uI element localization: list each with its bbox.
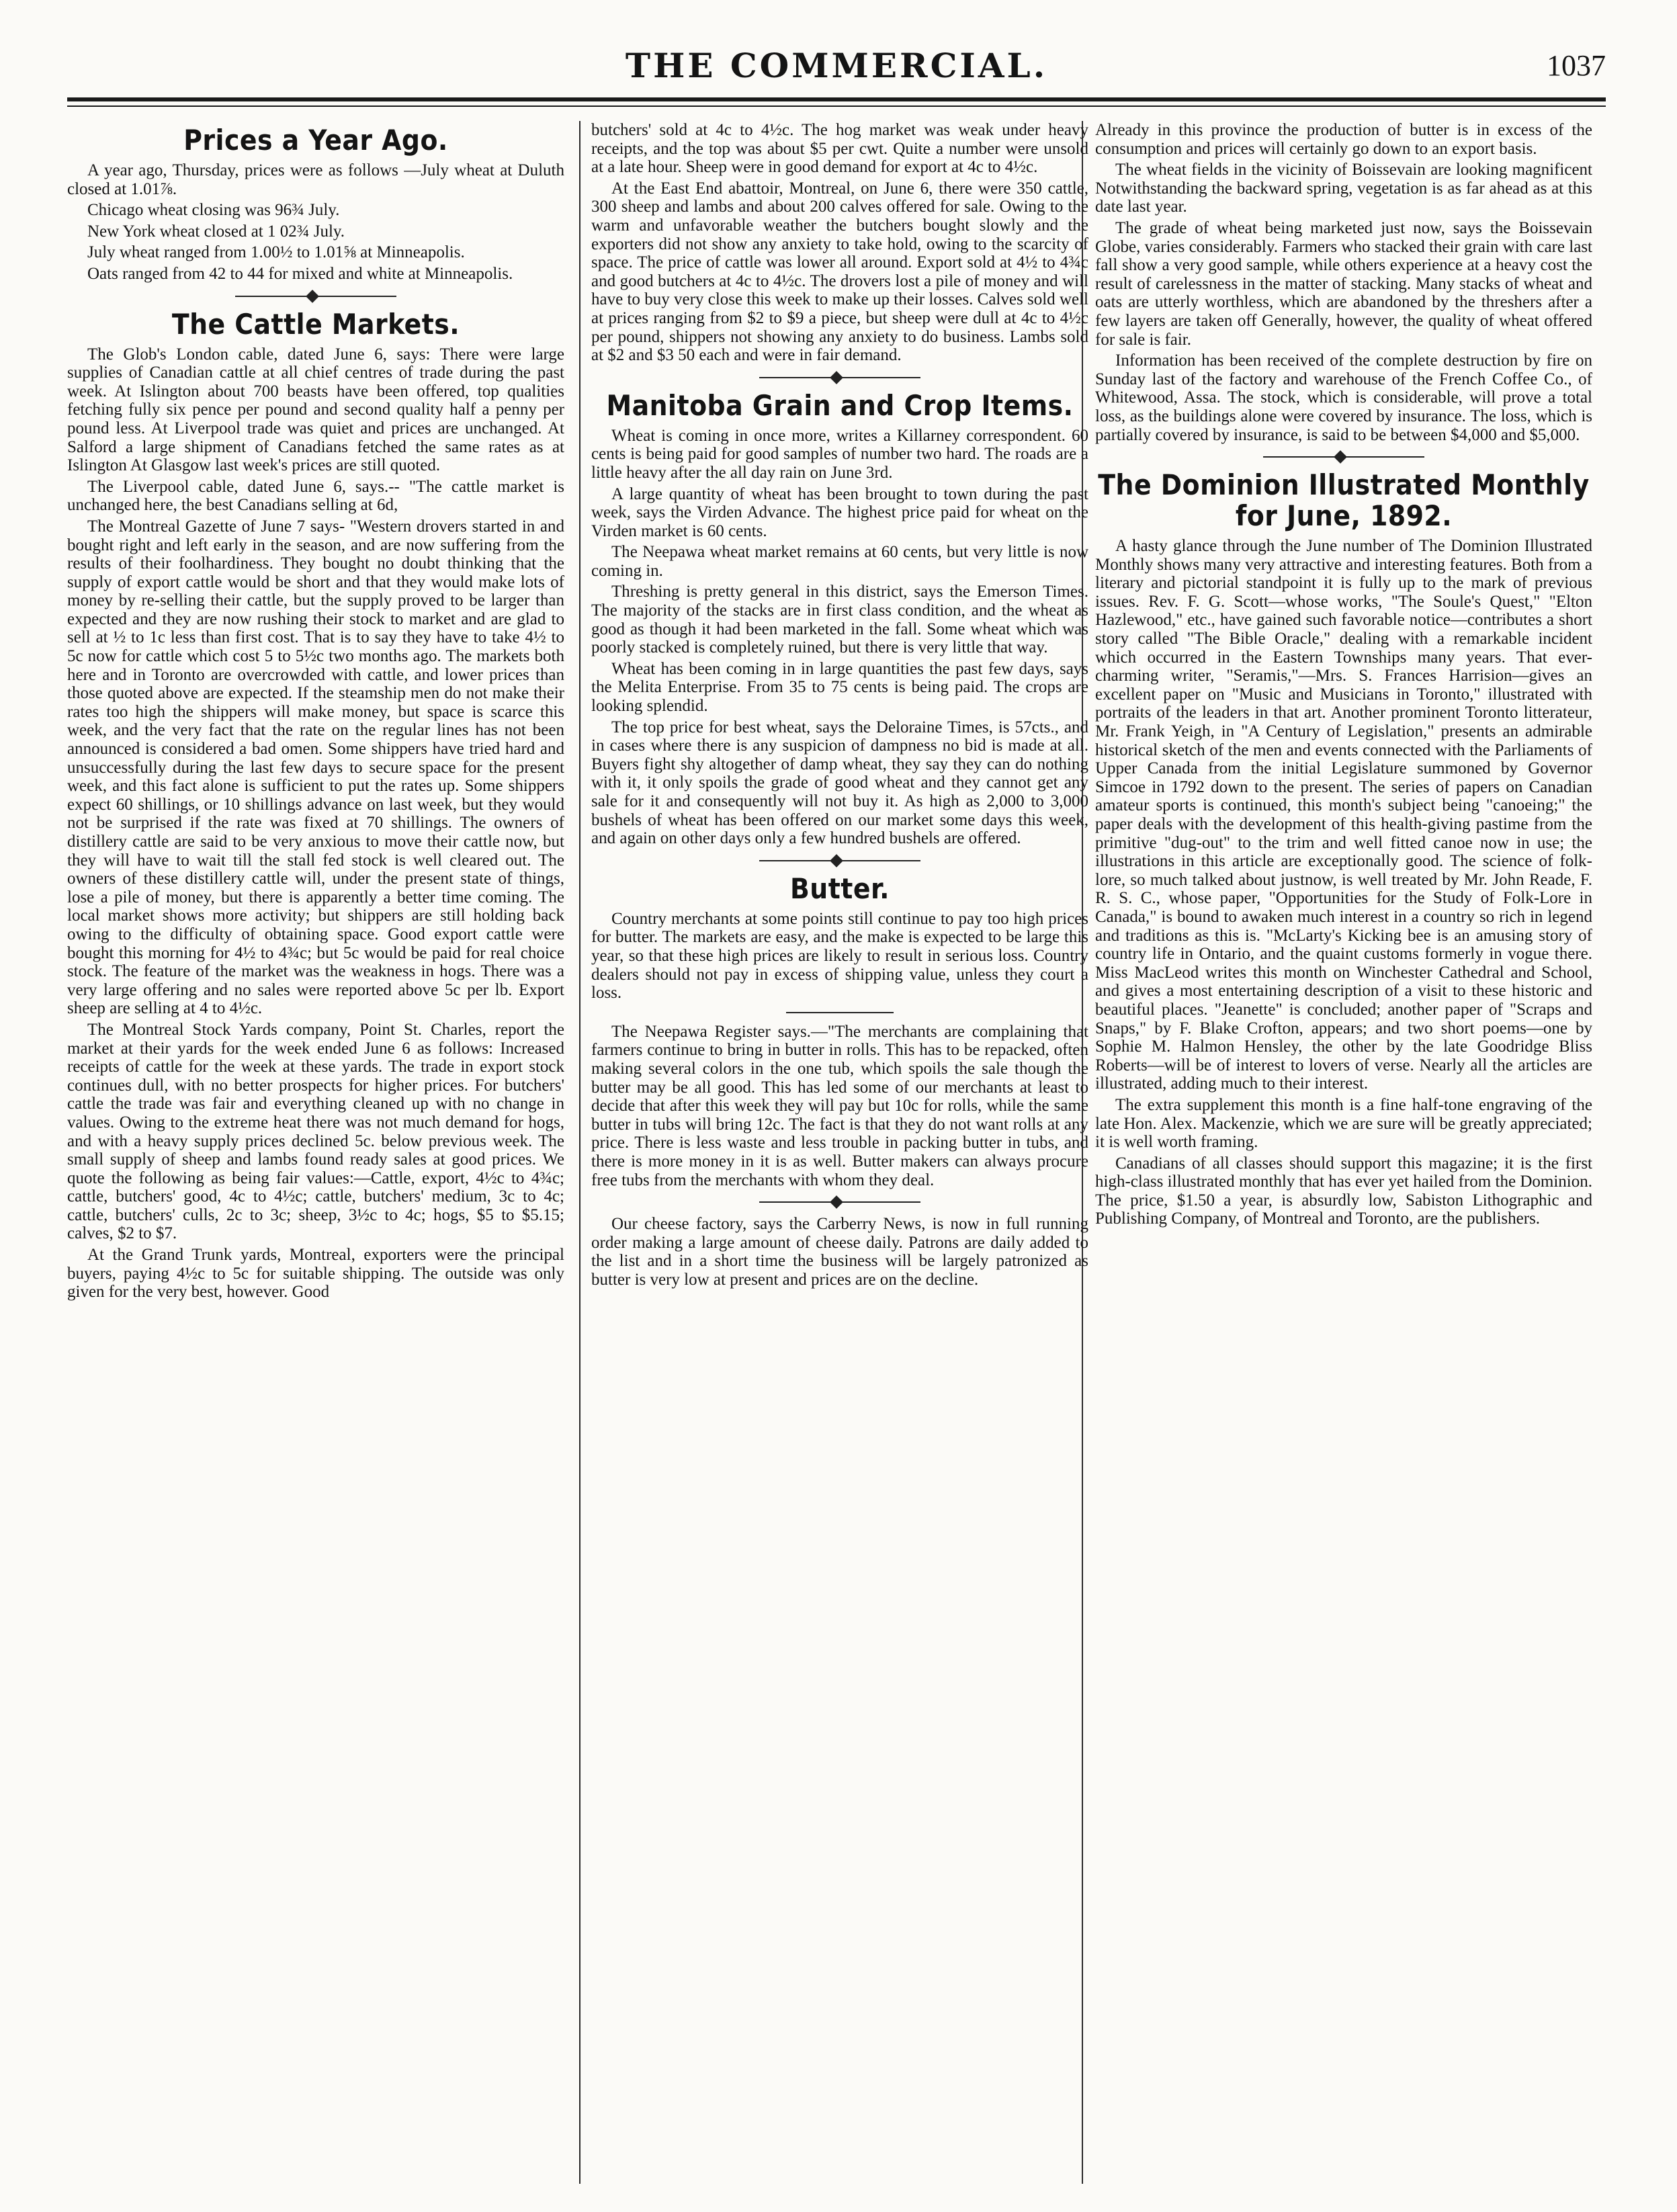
section-ornament — [759, 370, 920, 385]
column-2 — [591, 121, 1088, 2190]
paragraph: Country merchants at some points still continue to pay too high prices for butter. The markets are easy, and the make is expected to be large this year, so that these high prices are likely to result in serious loss. Country dealers should not pay in excess of shipping value, unless they court a loss. — [591, 909, 1088, 1003]
paragraph: A year ago, Thursday, prices were as follows —July wheat at Duluth closed at 1.01⅞. — [67, 161, 564, 198]
paragraph: Chicago wheat closing was 96¾ July. — [87, 201, 340, 220]
paragraph: Threshing is pretty general in this district, says the Emerson Times. The majority of the stacks are in first class condition, and the wheat as good as though it had been marketed in the fall. Some wheat which was poorly stacked is completely ruined, but there is very little that way. — [591, 583, 1088, 657]
newspaper-title: THE COMMERCIAL. — [625, 46, 1048, 85]
section-ornament — [235, 289, 396, 304]
separator-rule — [786, 1012, 894, 1013]
paragraph: July wheat ranged from 1.00½ to 1.01⅝ at Minneapolis. — [87, 243, 465, 262]
header-rule-thin — [67, 105, 1606, 107]
page-number: 1037 — [1547, 49, 1606, 82]
column-3 — [1095, 121, 1592, 2190]
paragraph: butchers' sold at 4c to 4½c. The hog market was weak under heavy receipts, and the top was about $5 per cwt. Quite a number were unsold at a late hour. Sheep were in good demand for export at 4c to 4½c. — [591, 121, 1088, 177]
paragraph: At the East End abattoir, Montreal, on June 6, there were 350 cattle, 300 sheep and lambs and about 200 calves offered for sale. Owing to the warm and unfavorable weather the butchers bought slowly and the exporters did not show any anxiety to take hold, owing to the scarcity of space. The price of cattle was lower all around. Export sold at 4½ to 4¾c and good butchers at 4c to 4½c. The drovers lost a pile of money and will have to buy very close this week to make up their losses. Calves sold well at prices ranging from $2 to $9 a piece, but sheep were dull at 4c to 4½c per pound, shippers not showing any anxiety to do business. Lambs sold at $2 and $3 50 each and were in fair demand. — [591, 179, 1088, 365]
section-ornament — [759, 853, 920, 868]
paragraph: A large quantity of wheat has been brought to town during the past week, says the Virden Advance. The highest price paid for wheat on the Virden market is 60 cents. — [591, 484, 1088, 540]
paragraph: Canadians of all classes should support this magazine; it is the first high-class illustrated monthly that has ever yet hailed from the Dominion. The price, $1.50 a year, is absurdly low, Sabiston Lithographic and Publishing Company, of Montreal and Toronto, are the publishers. — [1095, 1154, 1592, 1228]
column-1 — [67, 121, 564, 2190]
masthead — [67, 42, 1606, 89]
paragraph: The Montreal Gazette of June 7 says- "Western drovers started in and bought right and left early in the season, and are now suffering from the results of their foolhardiness. They bought no doubt thinking that the supply of export cattle would be short and that they would make lots of money by re-selling their cattle, but the supply proved to be larger than expected and they are now rushing their stock to market and are glad to sell at ½ to 1c less than first cost. That is to say they have to take 4½ to 5c now for cattle which cost 5 to 5½c two months ago. The markets both here and in Toronto are overcrowded with cattle, and lower prices than those quoted above are expected. If the steamship men do not make their rates too high the shippers will make money, but space is scarce this week, and the very fact that the rate on the regular lines has not been announced is considered a bad omen. Some shippers have tried hard and unsuccessfully during the last few days to secure space for the present week, and this fact alone is sufficient to put the rates up. Some shippers expect 60 shillings, or 10 shillings advance on last week, but they would not be surprised if the rate was fixed at 70 shillings. The owners of distillery cattle are said to be very anxious to move their cattle now, but they will have to wait till the stall fed stock is well cleared out. The owners of these distillery cattle will, under the present state of things, lose a pile of money, but there is apparently a better time coming. The local market shows more activity; but shippers are still holding back owing to the difficulty of obtaining space. Good export cattle were bought this morning for 4½ to 4¾c; but 5c would be paid for real choice stock. The feature of the market was the weakness in hogs. There was a very large offering and no sales were reported above 5c per lb. Export sheep are selling at 4 to 4½c. — [67, 517, 564, 1018]
article-title-butter: Butter. — [790, 871, 890, 905]
paragraph: The Montreal Stock Yards company, Point St. Charles, report the market at their yards for the week ended June 6 as follows: Increased receipts of cattle for the week at these yards. The trade in export stock continues dull, with no better prospects for higher prices. For butchers' cattle the trade was fair and everything cleaned up with no change in values. Owing to the extreme heat there was not much demand for hogs, and with a heavy supply prices declined 5c. below previous week. The small supply of sheep and lambs found ready sales at good prices. We quote the following as being fair values:—Cattle, export, 4½c to 4¾c; cattle, butchers' good, 4c to 4½c; cattle, butchers' medium, 3c to 4c; cattle, butchers' culls, 2c to 3c; sheep, 3½c to 4c; hogs, $5 to $5.15; calves, $2 to $7. — [67, 1020, 564, 1243]
paragraph: The Liverpool cable, dated June 6, says.-- "The cattle market is unchanged here, the best Canadians selling at 6d, — [67, 477, 564, 515]
paragraph: The extra supplement this month is a fine half-tone engraving of the late Hon. Alex. Mackenzie, which we are sure will be greatly appreciated; it is well worth framing. — [1095, 1095, 1592, 1152]
paragraph: At the Grand Trunk yards, Montreal, exporters were the principal buyers, paying 4½c to 5c for suitable shipping. The outside was only given for the very best, however. Good — [67, 1246, 564, 1302]
section-ornament — [759, 1195, 920, 1209]
paragraph: New York wheat closed at 1 02¾ July. — [87, 222, 345, 241]
paragraph: The wheat fields in the vicinity of Boissevain are looking magnificent Notwithstanding the backward spring, vegetation is as far ahead as at this date last year. — [1095, 161, 1592, 216]
paragraph: Oats ranged from 42 to 44 for mixed and white at Minneapolis. — [87, 264, 513, 283]
paragraph: The Neepawa Register says.—"The merchants are complaining that farmers continue to bring in butter in rolls. This has to be repacked, often making several colors in the one tub, which spoils the sale though the butter may be all good. This has led some of our merchants at least to decide that after this week they will pay but 10c for rolls, while the same butter in tubs will bring 12c. The fact is that they do not want rolls at any price. There is less waste and less trouble in packing butter in tubs, and there is more money in it is as well. Butter makers can always procure free tubs from the merchants with whom they deal. — [591, 1022, 1088, 1189]
header-rule-thick — [67, 97, 1606, 101]
article-title-prices: Prices a Year Ago. — [183, 124, 448, 157]
section-ornament — [1263, 450, 1424, 464]
paragraph: Wheat has been coming in in large quantities the past few days, says the Melita Enterprise. From 35 to 75 cents is being paid. The crops are looking splendid. — [591, 659, 1088, 716]
paragraph: The top price for best wheat, says the Deloraine Times, is 57cts., and in cases where there is any suspicion of dampness no bid is made at all. Buyers fight shy altogether of damp wheat, they say they can do nothing with it, it only spoils the grade of good wheat and they cannot get any sale for it and consequently will not buy it. As high as 2,000 to 3,000 bushels of wheat has been offered on our market some days this week, and again on other days only a few hundred bushels are offered. — [591, 718, 1088, 848]
paragraph: Already in this province the production of butter is in excess of the consumption and prices will certainly go down to an export basis. — [1095, 121, 1592, 158]
paragraph: The grade of wheat being marketed just now, says the Boissevain Globe, varies considerably. Farmers who stacked their grain with care last fall show a very good sample, while others experience at a heavy cost the result of carelessness in the matter of stacking. Many stacks of wheat and oats are utterly worthless, which are abandoned by the threshers after a few layers are taken off Generally, however, the quality of wheat offered for sale is fair. — [1095, 218, 1592, 349]
article-title-dominion: The Dominion Illustrated Monthly for June, 1892. — [1098, 468, 1590, 533]
article-title-cattle: The Cattle Markets. — [171, 307, 460, 341]
paragraph: Our cheese factory, says the Carberry News, is now in full running order making a large amount of cheese daily. Patrons are daily added to the list and in a short time the business will be largely patronized as butter is very low at present and prices are on the decline. — [591, 1215, 1088, 1289]
paragraph: The Glob's London cable, dated June 6, says: There were large supplies of Canadian cattle at all chief centres of trade during the past week. At Islington about 700 beasts have been offered, top qualities fetching fully six pence per pound and second quality half a penny per pound less. At Liverpool trade was quiet and prices are unchanged. At Salford a large shipment of Canadians fetched the same rates as at Islington At Glasgow last week's prices are still quoted. — [67, 345, 564, 475]
column-divider — [579, 121, 580, 2184]
paragraph: A hasty glance through the June number of The Dominion Illustrated Monthly shows many very attractive and interesting features. Both from a literary and pictorial standpoint it is fully up to the mark of previous issues. Rev. F. G. Scott—whose works, "The Soule's Quest," "Elton Hazlewood," etc., have gained such favorable notice—contributes a short story called "The Bible Oracle," dealing with a remarkable incident which occurred in the Eastern Townships many years. That ever-charming writer, "Seramis,"—Mrs. S. Frances Harrision—gives an excellent paper on "Music and Musicians in Toronto," illustrated with portraits of the leaders in that art. Another prominent Toronto litterateur, Mr. Frank Yeigh, in "A Century of Legislation," presents an admirable historical sketch of the men and events connected with the Parliaments of Upper Canada from the initial Legislature summoned by Governor Simcoe in 1792 down to the present. The series of papers on Canadian amateur sports is continued, this month's subject being "canoeing;" the paper deals with the development of this health-giving pastime from the primitive "dug-out" to the trim and well fitted canoe now in use; the illustrations in this article are exceptionally good. The science of folk-lore, so much talked about justnow, is well treated by Mr. John Reade, F. R. S. C., whose paper, "Opportunities for the Study of Folk-Lore in Canada," is bound to awaken much interest in a country so rich in legend and traditions as this is. "McLarty's Kicking bee is an amusing story of country life in Ontario, and the quaint customs formerly in vogue there. Miss MacLeod writes this month on Winchester Cathedral and School, and gives a most entertaining description of a visit to these historic and beautiful places. "Jeanette" is concluded; another paper of "Scraps and Snaps," by F. Blake Crofton, appears; and two short poems—one by Sophie M. Halmon Hensley, the other by the late Goodridge Bliss Roberts—will be of interest to lovers of verse. Nearly all the articles are illustrated, adding much to their interest. — [1095, 537, 1592, 1093]
paragraph: The Neepawa wheat market remains at 60 cents, but very little is now coming in. — [591, 543, 1088, 580]
article-title-manitoba: Manitoba Grain and Crop Items. — [606, 388, 1074, 422]
paragraph: Information has been received of the complete destruction by fire on Sunday last of the factory and warehouse of the French Coffee Co., of Whitewood, Assa. The stock, which is considerable, will prove a total loss, as the buildings alone were covered by insurance. The loss, which is partially covered by insurance, is said to be between $4,000 and $5,000. — [1095, 351, 1592, 444]
paragraph: Wheat is coming in once more, writes a Killarney correspondent. 60 cents is being paid for good samples of number two hard. The roads are a little heavy after the all day rain on June 3rd. — [591, 426, 1088, 482]
